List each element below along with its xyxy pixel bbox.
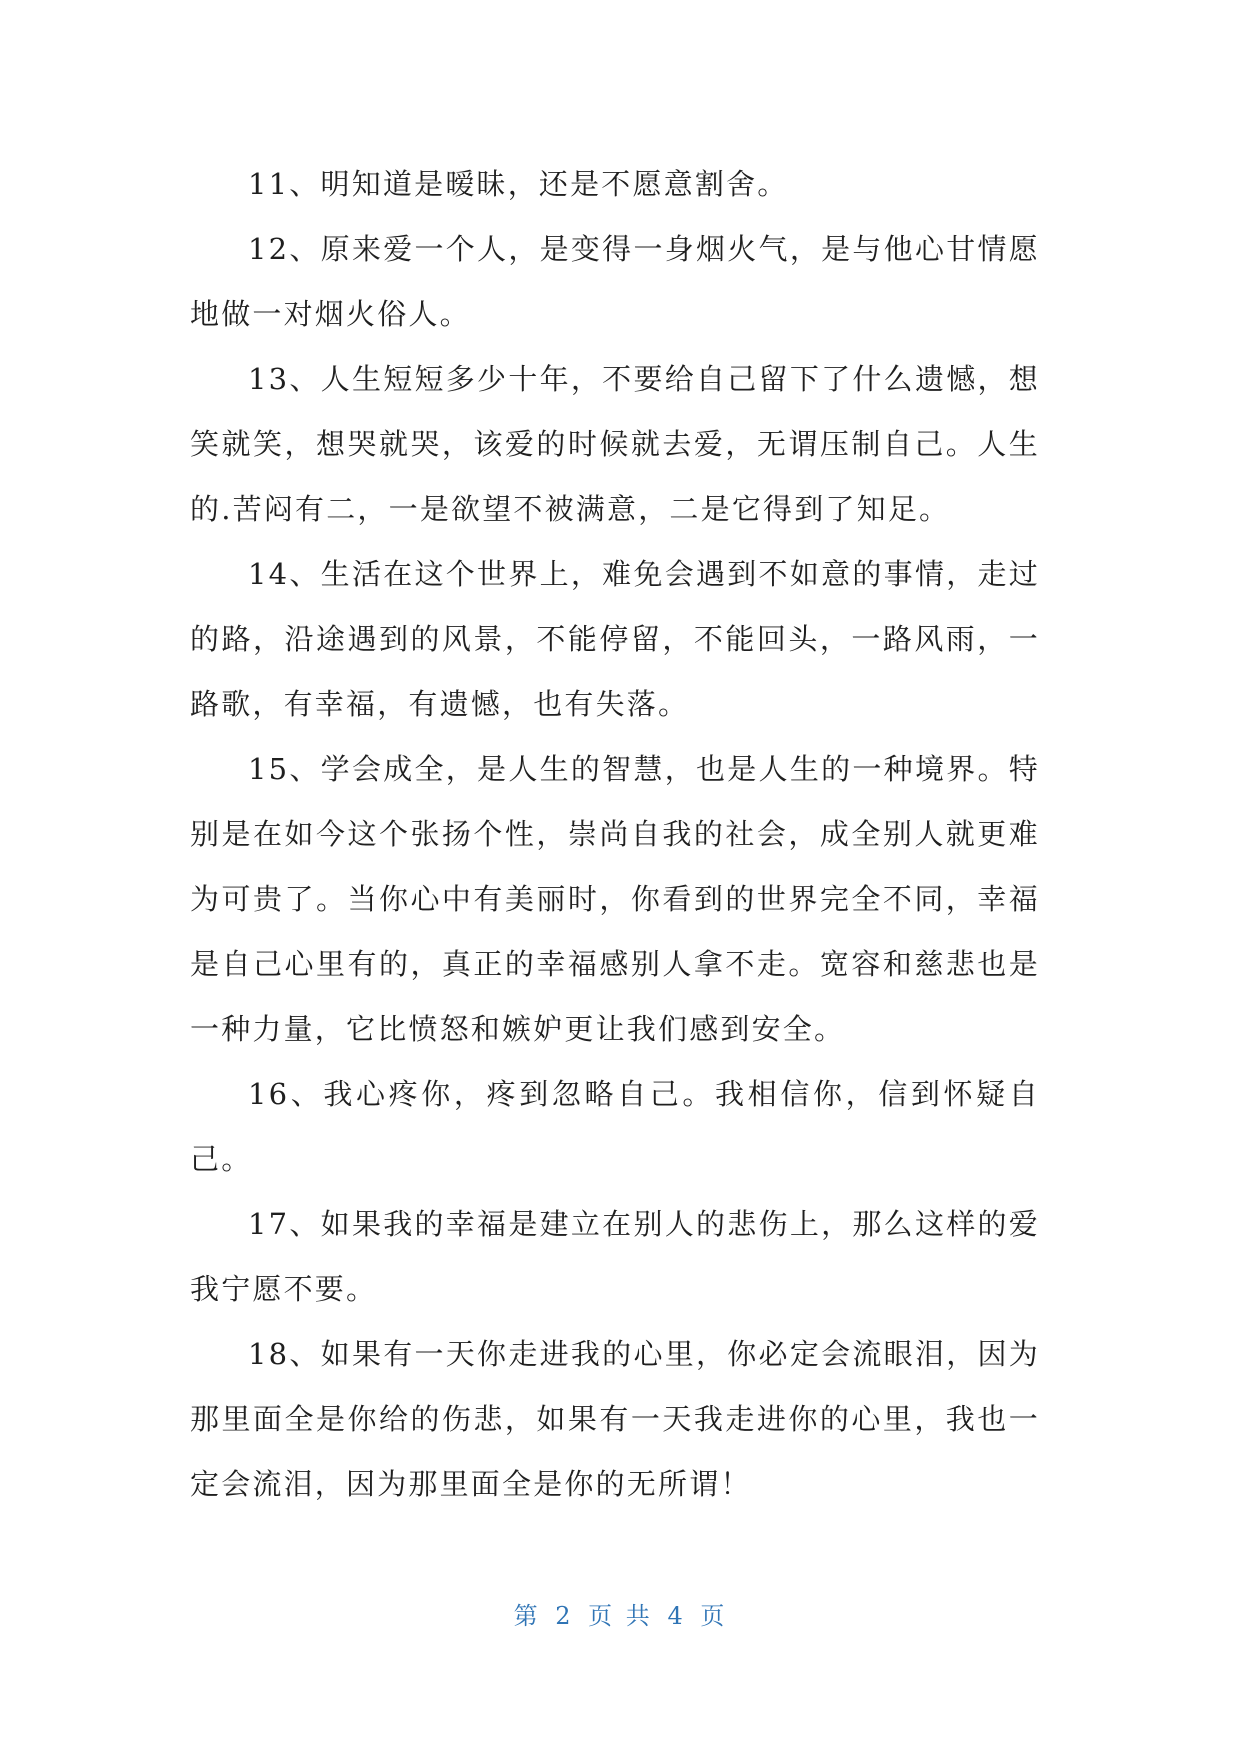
paragraph-17: 17、如果我的幸福是建立在别人的悲伤上，那么这样的爱我宁愿不要。 <box>190 1207 1040 1306</box>
footer-suffix: 页 <box>700 1602 728 1630</box>
paragraph-16: 16、我心疼你，疼到忽略自己。我相信你，信到怀疑自己。 <box>190 1077 1040 1176</box>
footer-prefix: 第 <box>513 1602 541 1630</box>
footer-total-pages: 4 <box>667 1602 686 1630</box>
paragraph-12: 12、原来爱一个人，是变得一身烟火气，是与他心甘情愿地做一对烟火俗人。 <box>190 232 1040 331</box>
paragraph-15: 15、学会成全，是人生的智慧，也是人生的一种境界。特别是在如今这个张扬个性，崇尚自我的社会，成全别人就更难为可贵了。当你心中有美丽时，你看到的世界完全不同，幸福是自己心里有的，真正的幸福感别人拿不走。宽容和慈悲也是一种力量，它比愤怒和嫉妒更让我们感到安全。 <box>190 752 1040 1046</box>
footer-current-page: 2 <box>555 1602 574 1630</box>
paragraph-18: 18、如果有一天你走进我的心里，你必定会流眼泪，因为那里面全是你给的伤悲，如果有一天我走进你的心里，我也一定会流泪，因为那里面全是你的无所谓！ <box>190 1337 1040 1501</box>
page-number-footer <box>0 1596 1241 1631</box>
paragraph-14: 14、生活在这个世界上，难免会遇到不如意的事情，走过的路，沿途遇到的风景，不能停留，不能回头，一路风雨，一路歌，有幸福，有遗憾，也有失落。 <box>190 557 1040 721</box>
footer-middle: 页 共 <box>588 1602 653 1630</box>
paragraph-13: 13、人生短短多少十年，不要给自己留下了什么遗憾，想笑就笑，想哭就哭，该爱的时候就去爱，无谓压制自己。人生的.苦闷有二，一是欲望不被满意，二是它得到了知足。 <box>190 362 1040 526</box>
paragraph-11: 11、明知道是暧昧，还是不愿意割舍。 <box>248 167 789 201</box>
document-body <box>190 152 1040 1517</box>
